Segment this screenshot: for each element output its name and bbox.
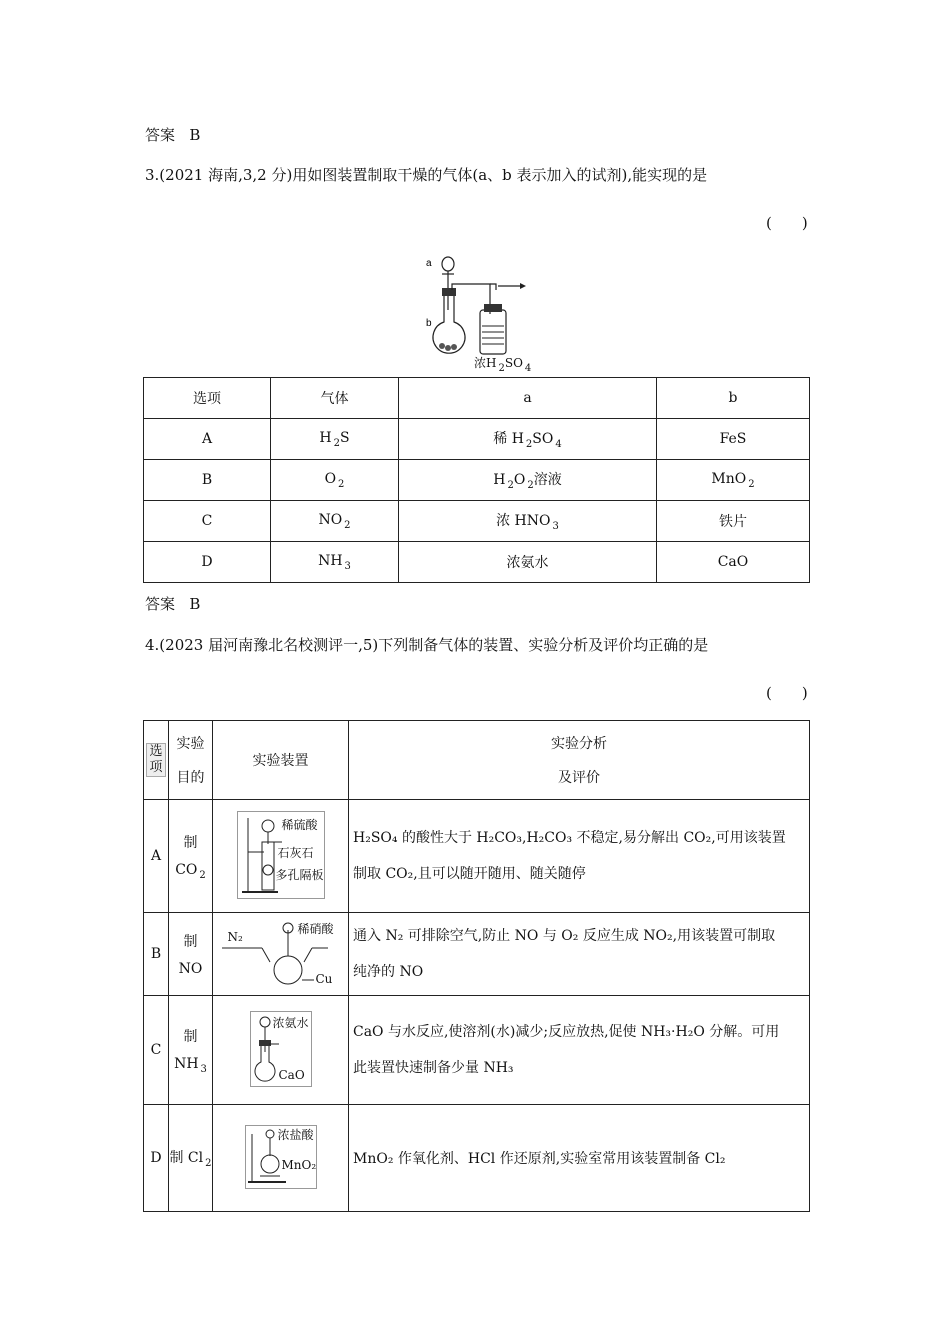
table-header-row (144, 721, 810, 800)
header-gas: 气体 (271, 378, 399, 419)
option-cell: C (144, 501, 271, 542)
reagent-b-cell: CaO (657, 542, 810, 583)
gas-cell: NH $_3$ (271, 542, 399, 583)
apparatus-cell (213, 1105, 349, 1212)
analysis-cell: CaO 与水反应,使溶剂(水)减少;反应放热,促使 NH₃·H₂O 分解。可用 此装置快速制备少量 NH₃ (349, 996, 810, 1105)
gas-cell: O $_2$ (271, 460, 399, 501)
purpose-cell: 制 NH $_3$ (169, 996, 213, 1105)
table-row (144, 419, 810, 460)
gas-cell: NO $_2$ (271, 501, 399, 542)
table-row (144, 501, 810, 542)
option-cell: D (144, 542, 271, 583)
header-apparatus: 实验装置 (213, 721, 349, 800)
label-dilute-nitric-acid: 稀硝酸 (297, 922, 334, 936)
option-cell: A (144, 800, 169, 913)
answer-label: 答案 (145, 126, 176, 144)
reagent-b-cell: 铁片 (657, 501, 810, 542)
analysis-cell: H₂SO₄ 的酸性大于 H₂CO₃,H₂CO₃ 不稳定,易分解出 CO₂,可用该装置 制取 CO₂,且可以随开随用、随关随停 (349, 800, 810, 913)
apparatus-cell (213, 996, 349, 1105)
label-calcium-oxide: CaO (278, 1067, 305, 1082)
answer-line (145, 124, 200, 145)
reagent-a-cell: 浓氨水 (399, 542, 657, 583)
purpose-cell: 制 CO $_2$ (169, 800, 213, 913)
header-b: b (657, 378, 810, 419)
option-cell: A (144, 419, 271, 460)
reagent-a-cell: 稀 H $_2$SO $_4$ (399, 419, 657, 460)
label-conc-ammonia: 浓氨水 (272, 1015, 309, 1030)
question-3-table (143, 377, 810, 583)
reagent-b-cell: MnO $_2$ (657, 460, 810, 501)
analysis-cell: MnO₂ 作氧化剂、HCl 作还原剂,实验室常用该装置制备 Cl₂ (349, 1105, 810, 1212)
answer-line (145, 593, 200, 614)
answer-value: B (189, 126, 201, 144)
question-4-table (143, 720, 810, 1212)
label-b: b (426, 318, 432, 329)
table-row (144, 460, 810, 501)
purpose-cell: 制 NO (169, 913, 213, 996)
answer-value: B (189, 595, 201, 613)
header-option: 选项 (144, 378, 271, 419)
answer-bracket: ( ) (766, 684, 808, 702)
label-conc-hydrochloric-acid: 浓盐酸 (277, 1127, 314, 1142)
figure-caption: 浓H $_2$SO $_4$ (474, 356, 532, 374)
label-nitrogen: N₂ (227, 930, 243, 944)
table-row (144, 1105, 810, 1212)
chlorine-apparatus-figure (245, 1125, 317, 1189)
purpose-cell: 制 Cl $_2$ (169, 1105, 213, 1212)
label-copper: Cu (315, 972, 333, 986)
table-row (144, 913, 810, 996)
option-cell: B (144, 460, 271, 501)
table-row (144, 542, 810, 583)
option-cell: C (144, 996, 169, 1105)
answer-bracket: ( ) (766, 214, 808, 232)
table-header-row (144, 378, 810, 419)
label-manganese-dioxide: MnO₂ (281, 1157, 317, 1172)
label-a: a (426, 258, 432, 269)
option-cell: B (144, 913, 169, 996)
option-cell: D (144, 1105, 169, 1212)
question-4-stem: 4.(2023 届河南豫北名校测评一,5)下列制备气体的装置、实验分析及评价均正确的是 (145, 636, 709, 654)
answer-label: 答案 (145, 595, 176, 613)
gas-apparatus-figure (420, 252, 540, 372)
three-neck-flask-figure (218, 918, 344, 986)
reagent-b-cell: FeS (657, 419, 810, 460)
header-option: 选项 (144, 721, 169, 800)
table-row (144, 996, 810, 1105)
apparatus-cell (213, 913, 349, 996)
reagent-a-cell: 浓 HNO $_3$ (399, 501, 657, 542)
question-3-stem: 3.(2021 海南,3,2 分)用如图装置制取干燥的气体(a、b 表示加入的试剂),能实现的是 (145, 166, 708, 184)
label-dilute-sulfuric-acid: 稀硫酸 (281, 817, 318, 832)
reagent-a-cell: H $_2$O $_2$溶液 (399, 460, 657, 501)
kipp-apparatus-figure (237, 811, 325, 899)
label-limestone: 石灰石 (277, 845, 314, 860)
ammonia-flask-figure (250, 1011, 312, 1087)
apparatus-cell (213, 800, 349, 913)
label-porous-plate: 多孔隔板 (275, 867, 324, 882)
header-purpose: 实验 目的 (169, 721, 213, 800)
analysis-cell: 通入 N₂ 可排除空气,防止 NO 与 O₂ 反应生成 NO₂,用该装置可制取 纯净的 NO (349, 913, 810, 996)
table-row (144, 800, 810, 913)
header-analysis: 实验分析 及评价 (349, 721, 810, 800)
header-a: a (399, 378, 657, 419)
gas-cell: H $_2$S (271, 419, 399, 460)
